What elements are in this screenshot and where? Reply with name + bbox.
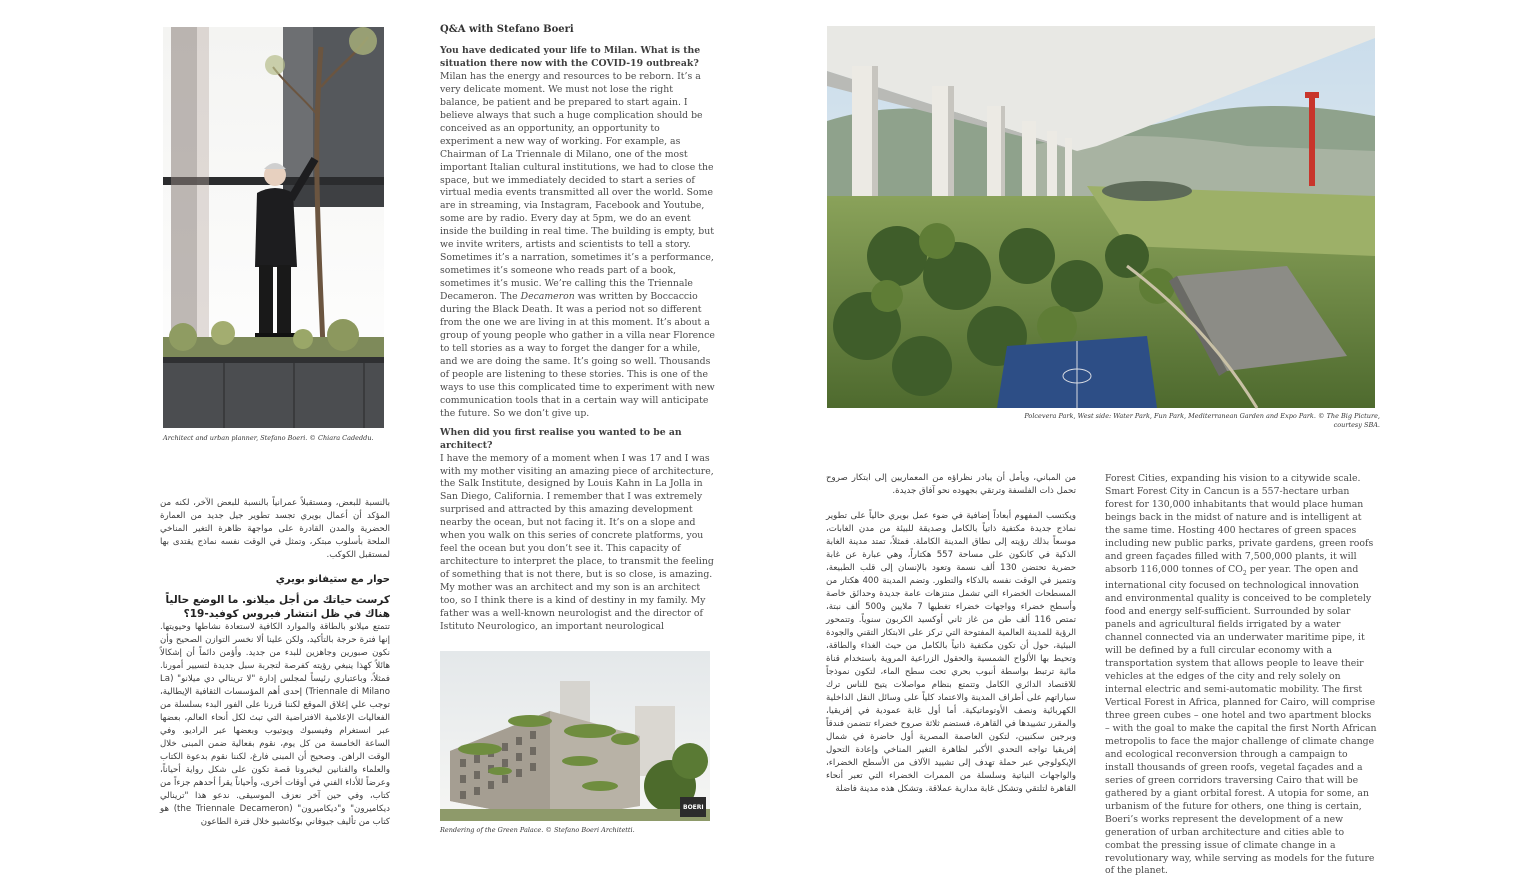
qa-column (440, 24, 715, 632)
arabic-paragraph-1: من المباني، ويأمل أن يبادر نظراؤه من المعماريين إلى ابتكار صروح تحمل ذات الفلسفة وترتقي بجهوده نحو آفاق جديدة. (826, 473, 1076, 496)
palace-logo: BOERI (683, 804, 704, 811)
park-illustration (827, 26, 1375, 408)
portrait-photo (163, 27, 384, 428)
arabic-intro: بالنسبة للبعض، ومستقبلاً عمرانياً بالنسبة للبعض الآخر، لكنه من المؤكد أن أعمال بويري تجسد تطوير جيل جديد من العمارة الحضرية والمدن القادرة على مواجهة ظاهرة التغير المناخي الملحة بأسلوب مبتكر، وتمثل في الوقت نفسه نماذج يقتدى بها لمستقبل الكوكب. (160, 498, 390, 560)
forest-cities-paragraph: Forest Cities, expanding his vision to a citywide scale. Smart Forest City in Cancun is a 557-hectare urban forest for 130,000 inhabitants that would place human beings back in the midst of nature and is intelligent at the same time. Hosting 400 hectares of green spaces including new public parks, private gardens, green roofs and green façades filled with 7,500,000 plants, it will absorb 116,000 tonnes of $CO_2$ per year. The open and international city focused on technological innovation and environmental quality is conceived to be completely food and energy self-sufficient. Surrounded by solar panels and agricultural fields irrigated by a water channel connected via an underwater maritime pipe, it will be defined by a full circular economy with a transportation system that allows people to leave their vehicles at the edges of the city and rely solely on internal electric and semi-automatic mobility. The first Vertical Forest in Africa, planned for Cairo, will comprise three green cubes – one hotel and two apartment blocks – with the goal to make the capital the first North African metropolis to face the major challenge of climate change and ecological reconversion through a campaign to install thousands of green roofs, vegetal façades and a series of green corridors traversing Cairo that will be gathered by a giant orbital forest. A utopia for some, an urbanism of the future for others, one thing is certain, Boeri’s works represent the development of a new generation of urban architecture and cities able to combat the pressing issue of climate change in a revolutionary way, while serving as models for the future of the planet. (1105, 473, 1377, 877)
english-column-right (1105, 473, 1378, 877)
qa-title: Q&A with Stefano Boeri (440, 24, 574, 35)
answer-1: Milan has the energy and resources to be reborn. It’s a very delicate moment. We must not lose the right balance, be patient and be prepared to start again. I believe always that such a huge complication should be conceived as an opportunity, an opportunity to experiment a new way of working. For example, as Chairman of La Triennale di Milano, one of the most important Italian cultural institutions, we had to close the space, but we immediately decided to start a series of virtual media events transmitted all over the world. Some are in streaming, via Instagram, Facebook and Youtube, some are by radio. Every day at 5pm, we do an event inside the building in real time. The building is empty, but we invite writers, artists and scientists to tell a story. Sometimes it’s a narration, sometimes it’s a performance, sometimes it’s someone who reads part of a book, sometimes it’s music. We’re calling this the Triennale Decameron. The Decameron was written by Boccaccio during the Black Death. It was a period not so different from the one we are living in at this moment. It’s about a group of young people who gather in a villa near Florence to tell stories as a way to forget the danger for a while, and we are doing the same. It’s going so well. Thousands of people are listening to these stories. This is one of the ways to use this complicated time to experiment with new communication tools that in a certain way will anticipate the future. So we don’t give up. (440, 70, 715, 419)
arabic-column-left (160, 497, 390, 837)
arabic-question: كرست حياتك من أجل ميلانو. ما الوضع حالياً هناك في ظل انتشار فيروس كوفيد-19؟ (165, 594, 390, 620)
question-2: When did you first realise you wanted to be an architect? (440, 426, 682, 451)
green-palace-rendering (440, 651, 710, 821)
portrait-caption: Architect and urban planner, Stefano Boeri. © Chiara Cadeddu. (163, 434, 374, 442)
portrait-illustration (163, 27, 384, 428)
arabic-qa-title: حوار مع ستيفانو بويري (275, 574, 390, 585)
arabic-paragraph-2: ويكتسب المفهوم أبعاداً إضافية في ضوء عمل بويري حالياً على تطوير نماذج جديدة مكتفية ذاتياً بالكامل وصديقة للبيئة من مدن الغابات، موسعاً بذلك رؤيته إلى نطاق المدينة الكاملة. فمثلاً، تمتد مدينة الغابة الذكية في كانكون على مساحة 557 هكتاراً، وهي عبارة عن غابة حضرية تحتضن 130 ألف نسمة وتعود بالإنسان إلى قلب الطبيعة، وتتميز في الوقت نفسه بالذكاء والتطور. وتضم المدينة 400 هكتار من المسطحات الخضراء التي تشمل منتزهات عامة جديدة وحدائق خاصة وأسطح خضراء وواجهات خضراء تغطيها 7 ملايين و500 ألف نبتة، تمتص 116 ألف طن من غاز ثاني أوكسيد الكربون سنوياً. وتتمحور الرؤية للمدينة العالمية المفتوحة التي تركز على الابتكار التقني والجودة البيئية، حول أن تكون مكتفية ذاتياً بالكامل من حيث الغذاء والطاقة، وتحيط بها الألواح الشمسية والحقول الزراعية المروية باستخدام قناة مائية ترتبط بواسطة أنبوب بحري تحت سطح الماء، لتكون نموذجاً للاقتصاد الدائري الكامل وتتمتع بنظام مواصلات يتيح للناس ترك سياراتهم على أطراف المدينة والاعتماد كلياً على وسائل النقل الداخلية الكهربائية ونصف الأوتوماتيكية. أما أول غابة عمودية في إفريقيا، والمقرر تشييدها في القاهرة، فستضم ثلاثة صروح خضراء تتضمن فندقاً وبرجين سكنيين، لتكون العاصمة المصرية أول حاضرة في شمال إفريقيا تواجه التحدي الأكبر لظاهرة التغير المناخي وإعادة التحول الإيكولوجي عبر حملة تهدف إلى تشييد الآلاف من الأسطح الخضراء، والواجهات النباتية وسلسلة من الممرات الخضراء التي تعبر أنحاء القاهرة لتلتقي وتشكل غابة مدارية عملاقة. وتشكل هذه مدينة فاضلة (826, 511, 1077, 794)
green-palace-illustration (440, 651, 710, 821)
answer-2: I have the memory of a moment when I was 17 and I was with my mother visiting an amazing piece of architecture, the Salk Institute, designed by Louis Kahn in La Jolla in San Diego, California. I remember that I was extremely surprised and attracted by this amazing development nearby the ocean, but not facing it. It’s on a slope and when you walk on this series of concrete platforms, you feel the ocean but you don’t see it. This capacity of architecture to interpret the place, to transmit the feeling of something that is not there, but is so close, is amazing. My mother was an architect and my son is an architect too, so I think there is a kind of destiny in my family. My father was a well-known neurologist and the director of Istituto Neurologico, an important neurological (440, 452, 714, 632)
polcevera-park-rendering (827, 26, 1375, 408)
arabic-answer: تتمتع ميلانو بالطاقة والموارد الكافية لاستعادة نشاطها وحيويتها. إنها فترة حرجة بالتأكيد، ولكن علينا ألا نخسر التوازن الصحيح وأن نكون صبورين وجاهزين للبدء من جديد. وأؤمن دائماً أن إشكالاً هائلاً كهذا ينبغي رؤيته كفرصة لتجربة سبل جديدة لتسيير أمورنا. فمثلاً، وباعتباري رئيساً لمجلس إدارة "لا ترينالي دي ميلانو" (La Triennale di Milano) إحدى أهم المؤسسات الثقافية الإيطالية، توجب علي إغلاق الموقع لكننا قررنا على الفور البدء بسلسلة من الفعاليات الإعلامية الافتراضية التي تبث لكل أنحاء العالم، بعضها عبر انستغرام وفيسبوك ويوتيوب وبعضها عبر الراديو. وفي الساعة الخامسة من كل يوم، نقوم بفعالية ضمن المبنى خلال الوقت الراهن. وصحيح أن المبنى فارغ، لكننا نقوم بدعوة الكتاب والعلماء والفنانين ليخبرونا قصة تكون على شكل رواية أحياناً، وعرضاً للأداء الفني في أوقات أخرى، وأحياناً يقرأ أحدهم جزءاً من كتاب، وفي حين آخر نعزف الموسيقى. ندعو هذا "ترينالي ديكاميرون" و"ديكاميرون" (the Triennale Decameron) هو كتاب من تأليف جيوفاني بوكاتشيو خلال فترة الطاعون (160, 622, 390, 827)
arabic-column-right (826, 472, 1076, 842)
palace-caption: Rendering of the Green Palace. © Stefano Boeri Architetti. (440, 826, 635, 834)
question-1: You have dedicated your life to Milan. What is the situation there now with the COVID-19 outbreak? (440, 45, 701, 69)
park-caption: Polcevera Park, West side: Water Park, Fun Park, Mediterranean Garden and Expo Park. © The Big Picture, courtesy SBA. (1024, 412, 1380, 429)
